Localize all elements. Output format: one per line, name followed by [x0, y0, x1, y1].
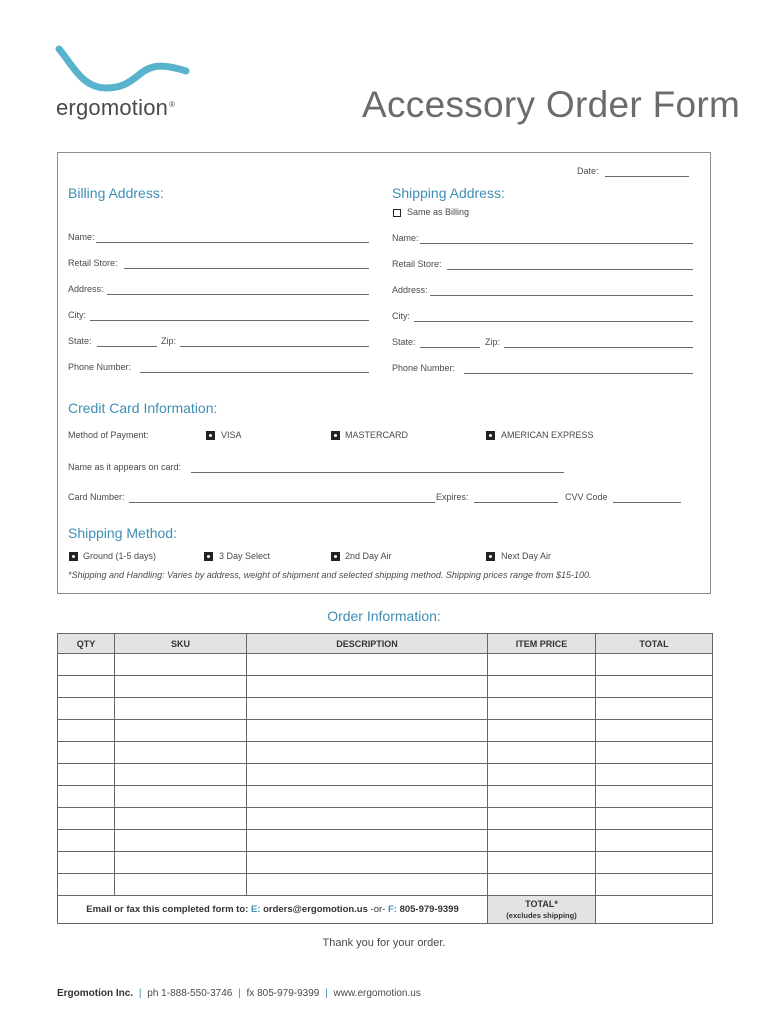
table-row: [58, 874, 713, 896]
cell-item-price[interactable]: [488, 720, 596, 742]
2nd-day-air-label: 2nd Day Air: [345, 551, 392, 561]
cell-sku[interactable]: [115, 698, 247, 720]
cell-total[interactable]: [596, 874, 713, 896]
billing-retail-label: Retail Store:: [68, 258, 118, 268]
footer-separator: |: [138, 988, 142, 999]
shipping-address-label: Address:: [392, 285, 428, 295]
cell-sku[interactable]: [115, 764, 247, 786]
cell-description[interactable]: [247, 874, 488, 896]
email-key: E:: [250, 904, 261, 915]
cell-total[interactable]: [596, 830, 713, 852]
customer-info-box: [57, 152, 711, 594]
cell-qty[interactable]: [58, 874, 115, 896]
table-row: [58, 830, 713, 852]
cell-total[interactable]: [596, 764, 713, 786]
order-footer-row: [58, 896, 713, 924]
cell-item-price[interactable]: [488, 830, 596, 852]
table-row: [58, 808, 713, 830]
cell-total[interactable]: [596, 654, 713, 676]
billing-phone-field[interactable]: [140, 372, 369, 373]
cell-item-price[interactable]: [488, 852, 596, 874]
same-as-billing-checkbox[interactable]: [393, 209, 401, 217]
cell-sku[interactable]: [115, 676, 247, 698]
submit-prefix: Email or fax this completed form to:: [86, 904, 249, 915]
column-header-sku: SKU: [115, 634, 247, 654]
visa-label: VISA: [221, 430, 242, 440]
amex-label: AMERICAN EXPRESS: [501, 430, 594, 440]
cell-sku[interactable]: [115, 654, 247, 676]
billing-phone-label: Phone Number:: [68, 362, 132, 372]
order-table: [57, 633, 713, 924]
mastercard-label: MASTERCARD: [345, 430, 409, 440]
cell-qty[interactable]: [58, 654, 115, 676]
3-day-select-radio[interactable]: [204, 552, 213, 561]
total-sub-label: (excludes shipping): [506, 910, 577, 920]
cell-qty[interactable]: [58, 720, 115, 742]
footer-separator: |: [325, 988, 328, 999]
order-info-title: Order Information:: [327, 608, 441, 624]
cell-item-price[interactable]: [488, 808, 596, 830]
table-row: [58, 764, 713, 786]
ground-label: Ground (1-5 days): [83, 551, 157, 561]
next-day-air-label: Next Day Air: [501, 551, 552, 561]
billing-zip-label: Zip:: [161, 336, 177, 346]
cell-sku[interactable]: [115, 720, 247, 742]
column-header-item-price: ITEM PRICE: [488, 634, 596, 654]
billing-title: Billing Address:: [68, 185, 164, 201]
billing-retail-field[interactable]: [124, 268, 369, 269]
cell-description[interactable]: [247, 698, 488, 720]
shipping-city-label: City:: [392, 311, 410, 321]
billing-zip-field[interactable]: [180, 346, 369, 347]
cvv-label: CVV Code: [565, 492, 608, 502]
cell-total[interactable]: [596, 742, 713, 764]
order-email[interactable]: orders@ergomotion.us: [263, 904, 368, 915]
column-header-qty: QTY: [58, 634, 115, 654]
cell-qty[interactable]: [58, 698, 115, 720]
expires-label: Expires:: [436, 492, 469, 502]
cell-qty[interactable]: [58, 852, 115, 874]
shipping-title: Shipping Address:: [392, 185, 505, 201]
card-number-label: Card Number:: [68, 492, 125, 502]
cell-description[interactable]: [247, 852, 488, 874]
cell-description[interactable]: [247, 786, 488, 808]
brand-logo-wave: [54, 44, 194, 94]
or-text: -or-: [370, 904, 386, 915]
grand-total-field[interactable]: [596, 896, 713, 924]
cvv-field[interactable]: [613, 502, 681, 503]
page-footer: [57, 988, 421, 999]
fax-key: F:: [387, 904, 397, 915]
cell-sku[interactable]: [115, 852, 247, 874]
column-header-description: DESCRIPTION: [247, 634, 488, 654]
brand-registered: ®: [169, 99, 176, 109]
table-row: [58, 852, 713, 874]
shipping-zip-field[interactable]: [504, 347, 693, 348]
cell-total[interactable]: [596, 720, 713, 742]
shipping-note: *Shipping and Handling: Varies by address, weight of shipment and selected shipping method. Shipping prices range from $15-100.: [68, 570, 592, 580]
cell-item-price[interactable]: [488, 698, 596, 720]
credit-card-title: Credit Card Information:: [68, 400, 218, 416]
column-header-total: TOTAL: [596, 634, 713, 654]
cell-item-price[interactable]: [488, 764, 596, 786]
cell-total[interactable]: [596, 786, 713, 808]
brand-logo: [56, 95, 175, 121]
cell-description[interactable]: [247, 720, 488, 742]
cell-total[interactable]: [596, 808, 713, 830]
cell-qty[interactable]: [58, 808, 115, 830]
cell-item-price[interactable]: [488, 742, 596, 764]
billing-state-field[interactable]: [97, 346, 157, 347]
table-row: [58, 676, 713, 698]
cell-qty[interactable]: [58, 786, 115, 808]
2nd-day-air-radio[interactable]: [331, 552, 340, 561]
cell-qty[interactable]: [58, 830, 115, 852]
cell-total[interactable]: [596, 698, 713, 720]
billing-name-label: Name:: [68, 232, 95, 242]
cell-item-price[interactable]: [488, 874, 596, 896]
cell-qty[interactable]: [58, 676, 115, 698]
cell-sku[interactable]: [115, 808, 247, 830]
cell-total[interactable]: [596, 852, 713, 874]
order-fax: 805-979-9399: [399, 904, 459, 915]
table-row: [58, 786, 713, 808]
cell-description[interactable]: [247, 676, 488, 698]
3-day-select-label: 3 Day Select: [219, 551, 271, 561]
cell-qty[interactable]: [58, 764, 115, 786]
cell-description[interactable]: [247, 742, 488, 764]
expires-field[interactable]: [474, 502, 558, 503]
billing-city-label: City:: [68, 310, 86, 320]
shipping-phone-label: Phone Number:: [392, 363, 456, 373]
shipping-state-field[interactable]: [420, 347, 480, 348]
cell-item-price[interactable]: [488, 786, 596, 808]
table-row: [58, 720, 713, 742]
shipping-retail-label: Retail Store:: [392, 259, 442, 269]
cell-description[interactable]: [247, 808, 488, 830]
shipping-phone-field[interactable]: [464, 373, 693, 374]
table-row: [58, 698, 713, 720]
cell-item-price[interactable]: [488, 676, 596, 698]
date-field[interactable]: [605, 176, 689, 177]
shipping-name-field[interactable]: [420, 243, 693, 244]
billing-name-field[interactable]: [96, 242, 369, 243]
cell-description[interactable]: [247, 830, 488, 852]
billing-city-field[interactable]: [90, 320, 369, 321]
cell-qty[interactable]: [58, 742, 115, 764]
footer-fax: fx 805-979-9399: [246, 988, 320, 999]
date-label: Date:: [577, 166, 599, 176]
card-name-label: Name as it appears on card:: [68, 462, 182, 472]
cell-sku[interactable]: [115, 786, 247, 808]
cell-sku[interactable]: [115, 830, 247, 852]
amex-radio[interactable]: [486, 431, 495, 440]
brand-name: ergomotion: [56, 95, 169, 120]
billing-address-field[interactable]: [107, 294, 369, 295]
mastercard-radio[interactable]: [331, 431, 340, 440]
order-rows: [58, 654, 713, 896]
submit-instructions: [58, 896, 488, 924]
card-name-field[interactable]: [191, 472, 564, 473]
cell-item-price[interactable]: [488, 654, 596, 676]
shipping-retail-field[interactable]: [447, 269, 693, 270]
shipping-city-field[interactable]: [414, 321, 693, 322]
ground-radio[interactable]: [69, 552, 78, 561]
cell-sku[interactable]: [115, 742, 247, 764]
grand-total-label: [488, 896, 596, 924]
shipping-address-field[interactable]: [430, 295, 693, 296]
shipping-method-title: Shipping Method:: [68, 525, 177, 541]
table-row: [58, 654, 713, 676]
cell-description[interactable]: [247, 654, 488, 676]
same-as-billing-label: Same as Billing: [407, 207, 470, 217]
card-number-field[interactable]: [129, 502, 435, 503]
thank-you-message: Thank you for your order.: [322, 937, 446, 949]
footer-company: Ergomotion Inc.: [57, 988, 134, 999]
shipping-zip-label: Zip:: [485, 337, 501, 347]
page-title: Accessory Order Form: [362, 84, 741, 125]
footer-separator: |: [238, 988, 241, 999]
table-row: [58, 742, 713, 764]
visa-radio[interactable]: [206, 431, 215, 440]
cell-total[interactable]: [596, 676, 713, 698]
cell-description[interactable]: [247, 764, 488, 786]
shipping-state-label: State:: [392, 337, 416, 347]
total-label: TOTAL*: [525, 898, 558, 909]
shipping-name-label: Name:: [392, 233, 419, 243]
billing-address-label: Address:: [68, 284, 104, 294]
cell-sku[interactable]: [115, 874, 247, 896]
payment-method-label: Method of Payment:: [68, 430, 149, 440]
footer-website[interactable]: www.ergomotion.us: [333, 988, 421, 999]
order-header-row: [58, 634, 713, 654]
next-day-air-radio[interactable]: [486, 552, 495, 561]
billing-state-label: State:: [68, 336, 92, 346]
footer-phone: ph 1-888-550-3746: [147, 988, 233, 999]
